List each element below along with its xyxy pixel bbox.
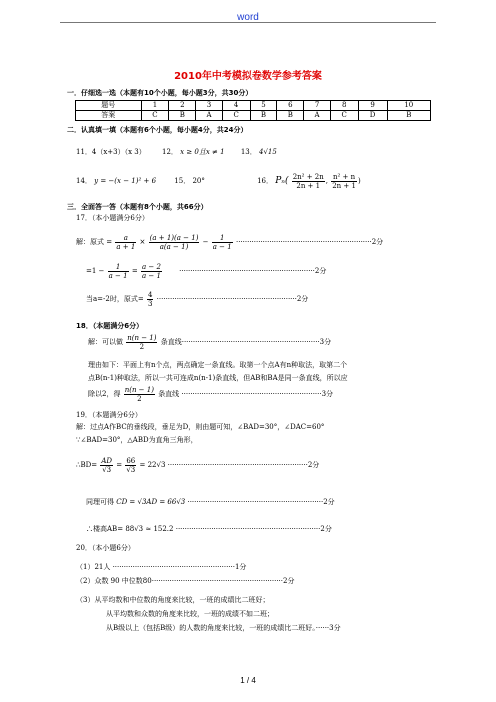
table-cell: 8 <box>330 101 358 111</box>
text: =1 − <box>86 267 105 275</box>
fraction <box>108 263 129 280</box>
denominator: a − 1 <box>141 271 161 280</box>
section2-heading: 二．认真填一填（本题有6个小题，每小题4分，共24分） <box>67 126 248 134</box>
numerator: 66 <box>126 456 136 465</box>
table-cell: 答案 <box>76 111 142 121</box>
operator: − <box>202 238 209 246</box>
answer-12: x ≥ 0且x ≠ 1 <box>180 148 225 156</box>
answer-16-end: ) <box>357 177 361 185</box>
numerator: 1 <box>108 263 129 272</box>
answer-16-label: 16． <box>257 177 274 185</box>
numerator: n² + n <box>333 172 356 181</box>
numerator: AD <box>101 456 112 465</box>
table-cell: A <box>304 111 330 121</box>
answer-11: 11．4（x+3）（x 3） <box>76 148 146 156</box>
text: 条直线 ·······························································3分 <box>158 390 334 398</box>
table-cell: 2 <box>169 101 196 111</box>
table-row <box>76 101 431 111</box>
answer-16-point: Pₙ( <box>275 176 289 186</box>
answer-15: 20° <box>192 177 205 185</box>
answer-table <box>75 100 431 121</box>
page-number: 1 / 4 <box>240 676 256 685</box>
numerator: 2n² + 2n <box>292 172 324 181</box>
text: 除以2，得 <box>88 390 121 398</box>
denominator: √3 <box>126 465 136 474</box>
score: ·································································2分 <box>175 525 332 533</box>
score: ·······························································2分 <box>156 295 309 303</box>
denominator: a − 1 <box>108 271 128 280</box>
formula: 88√3 ≈ 152.2 <box>125 525 174 533</box>
header-link[interactable]: word <box>237 12 259 23</box>
table-row <box>76 111 431 121</box>
table-cell: 6 <box>277 101 304 111</box>
answer-13-label: 13． <box>240 148 257 156</box>
denominator: 2n + 1 <box>296 181 321 190</box>
table-cell: 题号 <box>76 101 142 111</box>
fraction <box>149 234 200 251</box>
q20-line4: 从平均数和众数的角度来比较，一班的成绩不如二班； <box>106 610 274 618</box>
fraction <box>100 457 113 474</box>
operator: = <box>131 267 138 275</box>
denominator: a(a − 1) <box>159 242 189 251</box>
header-divider <box>60 22 436 23</box>
numerator: a − 2 <box>141 262 161 271</box>
fraction <box>212 234 233 251</box>
document-title: 2010年中考模拟卷数学参考答案 <box>174 71 322 82</box>
q19-heading: 19．（本题满分6分） <box>76 411 142 419</box>
table-cell: B <box>387 111 430 121</box>
answers-11-13 <box>76 148 277 157</box>
operator: = <box>116 461 123 469</box>
score: ·····························································2分 <box>235 238 384 246</box>
q17-heading: 17．（本小题满分6分） <box>76 214 149 222</box>
q17-line1 <box>76 233 383 251</box>
answer-13: 4√15 <box>258 148 277 156</box>
q19-line4 <box>86 498 335 507</box>
fraction <box>147 291 153 308</box>
table-cell: 9 <box>358 101 387 111</box>
numerator: 1 <box>212 234 233 243</box>
denominator: a − 1 <box>212 242 232 251</box>
table-cell: 10 <box>387 101 430 111</box>
table-cell: A <box>196 111 222 121</box>
numerator: a <box>115 234 136 243</box>
text: 同理可得 <box>86 498 114 506</box>
numerator: (a + 1)(a − 1) <box>149 233 199 242</box>
q17-line3 <box>86 290 308 308</box>
q18-heading: 18．（本题满分6分） <box>76 322 144 330</box>
score: ·····························································2分 <box>179 267 327 275</box>
table-cell: B <box>250 111 277 121</box>
denominator: 3 <box>147 299 153 308</box>
q18-line3: 点B(n-1)种取法，所以一共可连成n(n-1)条直线，但AB和BA是同一条直线，所以应 <box>88 374 348 382</box>
denominator: 2n + 1 <box>332 181 356 190</box>
denominator: 2 <box>137 394 142 403</box>
table-cell: 4 <box>222 101 250 111</box>
q18-line1 <box>88 333 331 351</box>
q20-line2: （2）众数 90 中位数80···························································2分 <box>76 577 295 585</box>
text: ∴BD= <box>76 461 98 469</box>
text: 当a=-2时，原式= <box>86 295 144 303</box>
numerator: 4 <box>147 290 153 299</box>
table-cell: C <box>141 111 169 121</box>
numerator: n(n − 1) <box>127 333 157 342</box>
q19-line2: ∵∠BAD=30°，△ABD为直角三角形， <box>76 436 198 444</box>
q18-line4 <box>88 385 333 403</box>
q19-line1: 解：过点A作BC的垂线段，垂足为D，则由题可知，∠BAD=30°，∠DAC=60° <box>76 423 325 431</box>
fraction <box>292 173 325 190</box>
table-cell: D <box>358 111 387 121</box>
text: = 22√3 <box>139 461 166 469</box>
section1-heading: 一．仔细选一选（本题有10个小题，每小题3分，共30分） <box>67 89 253 97</box>
table-cell: B <box>277 111 304 121</box>
fraction <box>124 386 155 403</box>
denominator: a + 1 <box>116 242 136 251</box>
denominator: 2 <box>139 342 145 351</box>
table-cell: 7 <box>304 101 330 111</box>
q20-heading: 20．（本小题6分） <box>76 544 135 552</box>
table-cell: B <box>169 111 196 121</box>
answer-14-label: 14． <box>76 177 92 185</box>
score: ·······························································2分 <box>167 461 320 469</box>
numerator: n(n − 1) <box>124 385 154 394</box>
score: ·····························································2分 <box>187 498 335 506</box>
fraction <box>141 263 162 280</box>
formula: CD = √3AD = 66√3 <box>116 498 186 506</box>
fraction <box>125 457 136 474</box>
fraction <box>115 234 136 251</box>
q17-line2 <box>86 262 326 280</box>
operator: × <box>139 238 146 246</box>
fraction <box>331 173 357 190</box>
answer-14: y = −(x − 1)² + 6 <box>94 177 157 185</box>
text: 条直线······························································3分 <box>160 338 332 346</box>
table-cell: C <box>330 111 358 121</box>
table-cell: 1 <box>141 101 169 111</box>
section3-heading: 三．全面答一答（本题有8个小题，共66分） <box>67 203 208 211</box>
answers-14-16: 14． y = −(x − 1)² + 6 15． 20° 16． Pₙ( $\frac{\text{2n² + 2n}}{2n + 1}$ , $\frac{\text{n² + n}}{2n + 1}$ ) <box>76 172 361 190</box>
answer-15-label: 15． <box>174 177 191 185</box>
q19-line5 <box>86 525 332 534</box>
answer-12-label: 12． <box>162 148 178 156</box>
denominator: √3 <box>102 465 112 474</box>
table-cell: 3 <box>196 101 222 111</box>
fraction <box>126 334 157 351</box>
q20-line3: （3）从平均数和中位数的角度来比较，一班的成绩比二班好； <box>76 596 270 604</box>
q20-line5: 从B级以上（包括B级）的人数的角度来比较，一班的成绩比二班好。······3分 <box>106 624 341 632</box>
table-cell: 5 <box>250 101 277 111</box>
table-cell: C <box>222 111 250 121</box>
q20-line1: （1）21人 ·······················································1分 <box>76 563 247 571</box>
text: 解：可以做 <box>88 338 123 346</box>
text: 解：原式 = <box>76 238 113 246</box>
text: ∴楼高AB= <box>86 525 124 533</box>
q18-line2: 理由如下：平面上有n个点，两点确定一条直线。取第一个点A有n种取法，取第二个 <box>88 361 348 369</box>
q19-line3 <box>76 456 319 474</box>
